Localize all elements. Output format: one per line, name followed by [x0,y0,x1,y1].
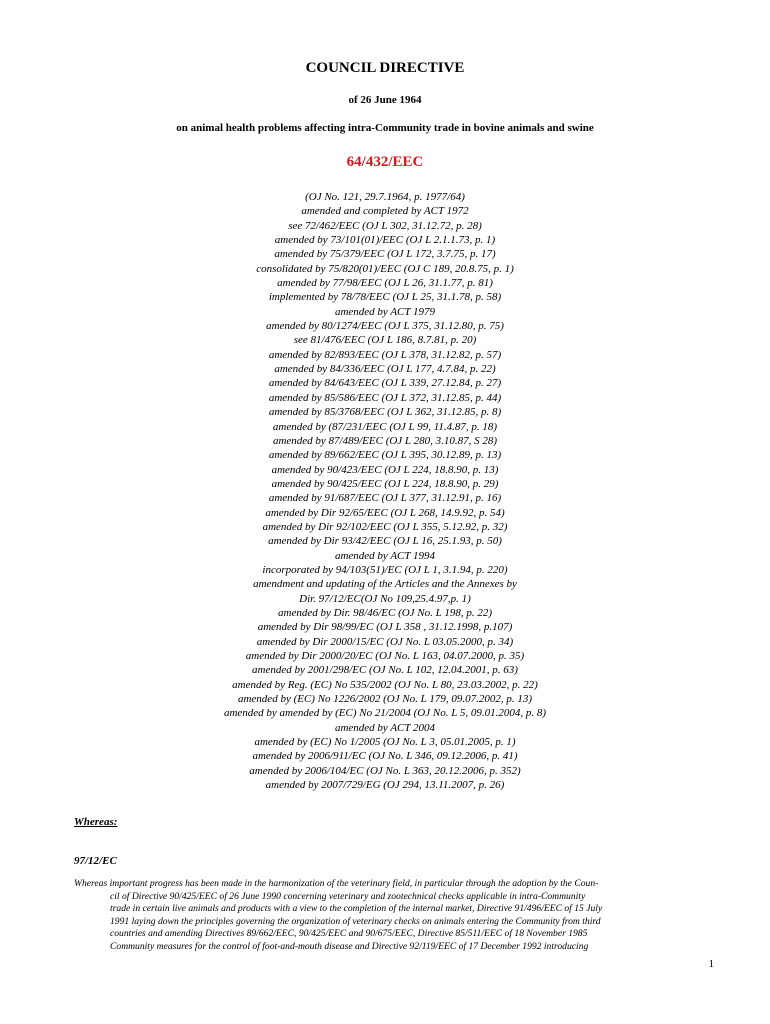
history-line: see 81/476/EEC (OJ L 186, 8.7.81, p. 20) [293,334,477,347]
history-line: amended by Dir. 98/46/EC (OJ No. L 198, p. 22) [278,606,492,619]
history-line: amended by 90/425/EEC (OJ L 224, 18.8.90, p. 29) [271,477,499,490]
history-line: amended by (87/231/EEC (OJ L 99, 11.4.87, p. 18) [272,420,498,433]
whereas-heading: Whereas: [74,816,118,828]
reference-label: 97/12/EC [74,855,117,867]
paragraph-line: 1991 laying down the principles governing the organization of veterinary checks on animals entering the Community from third [110,915,601,927]
directive-number: 64/432/EEC [346,154,424,170]
history-line: amended by 77/98/EEC (OJ L 26, 31.1.77, p. 81) [277,277,493,290]
paragraph-line: Whereas important progress has been made in the harmonization of the veterinary field, in particular through the adoption by the Coun- [74,878,599,889]
document-date: of 26 June 1964 [348,94,422,106]
history-line: amended by (EC) No 1/2005 (OJ No. L 3, 05.01.2005, p. 1) [254,736,516,749]
history-line: amended by Dir 2000/20/EC (OJ No. L 163, 04.07.2000, p. 35) [245,650,525,662]
amendment-history [0,190,770,792]
history-line: amended by Dir 92/102/EEC (OJ L 355, 5.12.92, p. 32) [262,520,508,533]
history-line: implemented by 78/78/EEC (OJ L 25, 31.1.78, p. 58) [268,291,502,304]
history-line: (OJ No. 121, 29.7.1964, p. 1977/64) [305,191,465,203]
history-line: amended by 90/423/EEC (OJ L 224, 18.8.90, p. 13) [271,463,499,476]
history-line: amendment and updating of the Articles and the Annexes by [253,578,517,591]
history-line: amended by Dir 93/42/EEC (OJ L 16, 25.1.93, p. 50) [268,535,502,548]
recital-paragraph [74,878,720,954]
history-line: amended by 2006/104/EC (OJ No. L 363, 20.12.2006, p. 352) [249,764,521,777]
history-line: amended by 84/643/EEC (OJ L 339, 27.12.84, p. 27) [268,377,502,390]
history-line: amended by Dir 98/99/EC (OJ L 358 , 31.12.1998, p.107) [257,621,513,634]
history-line: amended by 2007/729/EG (OJ 294, 13.11.2007, p. 26) [265,779,505,792]
history-line: incorporated by 94/103(51)/EC (OJ L 1, 3.1.94, p. 220) [262,563,508,576]
history-line: amended by 84/336/EEC (OJ L 177, 4.7.84, p. 22) [274,363,496,376]
history-line: amended by 2001/298/EC (OJ No. L 102, 12.04.2001, p. 63) [252,664,518,677]
document-title: COUNCIL DIRECTIVE [305,60,465,76]
history-line: amended by 91/687/EEC (OJ L 377, 31.12.91, p. 16) [268,492,502,505]
history-line: amended by 85/3768/EEC (OJ L 362, 31.12.85, p. 8) [268,406,502,419]
history-line: amended by 75/379/EEC (OJ L 172, 3.7.75, p. 17) [274,248,496,261]
history-line: amended by (EC) No 1226/2002 (OJ No. L 179, 09.07.2002, p. 13) [237,693,533,706]
history-line: amended by amended by (EC) No 21/2004 (OJ No. L 5, 09.01.2004, p. 8) [223,707,547,720]
history-line: Dir. 97/12/EC(OJ No 109,25.4.97,p. 1) [299,592,471,605]
paragraph-line: cil of Directive 90/425/EEC of 26 June 1990 concerning veterinary and zootechnical checks applicable in intra-Community [110,890,586,902]
history-line: see 72/462/EEC (OJ L 302, 31.12.72, p. 28) [288,219,482,232]
history-line: amended by 89/662/EEC (OJ L 395, 30.12.89, p. 13) [268,449,502,462]
history-line: amended by 85/586/EEC (OJ L 372, 31.12.85, p. 44) [268,391,502,404]
paragraph-line: countries and amending Directives 89/662/EEC, 90/425/EEC and 90/675/EEC, Directive 85/511/EEC of 18 November 1985 [110,928,588,940]
history-line: amended by Dir 92/65/EEC (OJ L 268, 14.9.92, p. 54) [265,506,505,519]
history-line: amended and completed by ACT 1972 [301,205,469,218]
paragraph-line: trade in certain live animals and products with a view to the completion of the internal market, Directive 91/496/EEC of 15 July [110,903,603,915]
history-line: amended by Dir 2000/15/EC (OJ No. L 03.05.2000, p. 34) [256,635,514,648]
history-line: amended by 80/1274/EEC (OJ L 375, 31.12.80, p. 75) [266,320,504,333]
history-line: amended by 73/101(01)/EEC (OJ L 2.1.1.73, p. 1) [274,234,496,247]
history-line: amended by 87/489/EEC (OJ L 280, 3.10.87, S 28) [272,434,498,447]
history-line: consolidated by 75/820(01)/EEC (OJ C 189, 20.8.75, p. 1) [256,262,514,275]
history-line: amended by ACT 1979 [334,305,436,318]
history-line: amended by 82/893/EEC (OJ L 378, 31.12.82, p. 57) [268,348,502,361]
history-line: amended by Reg. (EC) No 535/2002 (OJ No. L 80, 23.03.2002, p. 22) [232,678,538,691]
document-subject: on animal health problems affecting intra-Community trade in bovine animals and swine [176,122,594,134]
history-line: amended by 2006/911/EC (OJ No. L 346, 09.12.2006, p. 41) [252,750,518,763]
history-line: amended by ACT 2004 [334,721,436,734]
paragraph-line: Community measures for the control of foot-and-mouth disease and Directive 92/119/EEC of 17 December 1992 introducing [110,940,589,952]
page-number: 1 [708,958,714,970]
history-line: amended by ACT 1994 [334,549,436,562]
